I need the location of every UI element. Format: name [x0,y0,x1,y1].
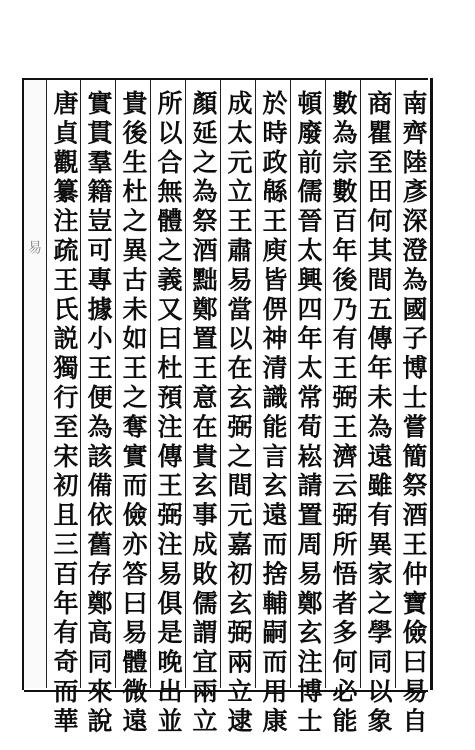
column-divider [255,80,256,688]
text-column-3: 數為宗數百年後乃有王弼王濟云弼所悟者多何必能 [329,90,358,737]
fold-label: 易 [26,240,42,256]
column-divider [220,80,221,688]
border-top [24,78,428,80]
text-column-6: 成太元立王肅易當以在玄弼之間元嘉初玄弼兩立逮 [224,90,253,737]
text-column-4: 頓廢前儒晉太興四年太常荀崧請置周易鄭玄注博士 [294,90,323,737]
border-left [22,78,24,690]
text-column-2: 商瞿至田何其間五傳年未為遠雖有異家之學同以象 [364,90,393,737]
column-divider [150,80,151,688]
column-divider [395,80,396,688]
border-right [430,78,433,690]
column-divider [325,80,326,688]
text-column-1: 南齊陸彥深澄為國子博士嘗簡祭酒王仲寶儉曰易自 [399,90,428,737]
column-divider [360,80,361,688]
text-column-5: 於時政緜王庾皆㑭神清識能言玄遠而捨輔嗣而用康 [259,90,288,737]
column-divider [185,80,186,688]
text-column-9: 貴後生杜之異古未如王之奪實而儉亦答曰易體微遠 [119,90,148,737]
column-divider [80,80,81,688]
text-column-8: 所以合無體之義又曰杜預注傳王弼注易俱是晚出並 [154,90,183,737]
page-fold-margin [24,80,46,688]
column-divider [290,80,291,688]
text-column-7: 顏延之為祭酒黜鄭置王意在貴玄事成敗儒謂宜兩立 [189,90,218,737]
column-divider [46,80,47,688]
column-divider [115,80,116,688]
text-column-10: 實貫羣籍豈可專據小王便為該備依舊存鄭高同來說 [84,90,113,737]
text-column-11: 唐貞觀纂注疏王氏説獨行至宋初且三百年有奇而華 [50,90,79,737]
